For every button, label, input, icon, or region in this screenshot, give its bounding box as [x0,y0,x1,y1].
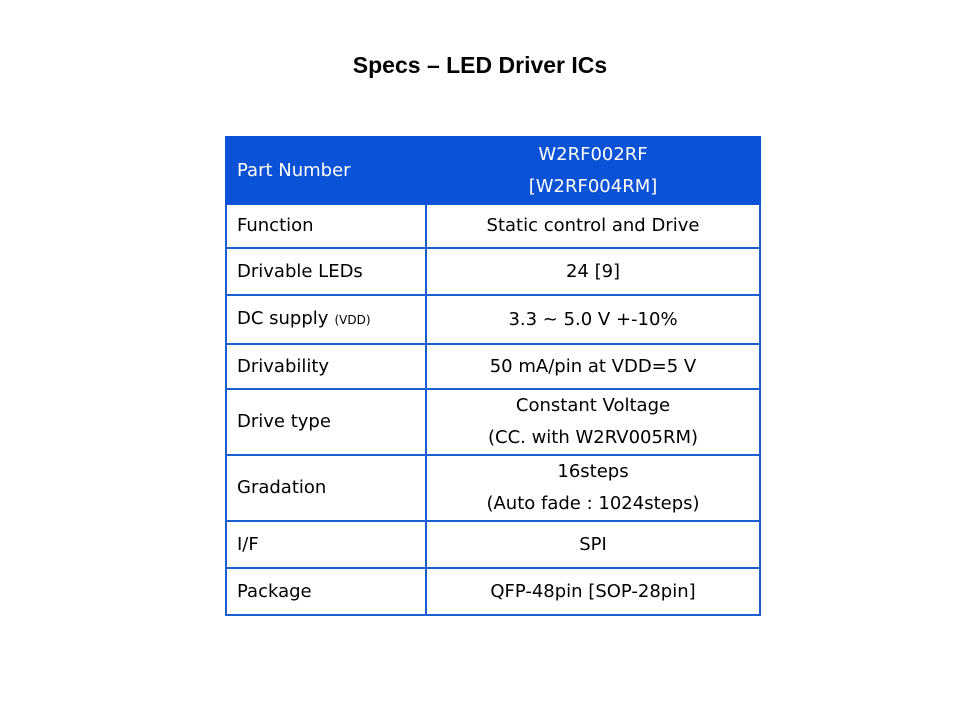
row-label: Function [226,204,426,248]
table-row [226,389,760,455]
table-row [226,568,760,615]
row-value-line1: 16steps [557,461,629,482]
table-header-row [226,137,760,204]
table-row [226,344,760,389]
specs-table [225,136,761,616]
header-value-cell [426,137,760,204]
header-label-cell: Part Number [226,137,426,204]
row-label: I/F [226,521,426,568]
table-row [226,521,760,568]
row-value-multiline [426,389,760,455]
table-row [226,204,760,248]
row-label: Drivability [226,344,426,389]
row-value: Static control and Drive [426,204,760,248]
row-value: SPI [426,521,760,568]
row-value: 3.3 ~ 5.0 V +-10% [426,295,760,344]
row-value: QFP-48pin [SOP-28pin] [426,568,760,615]
table-row [226,248,760,295]
table-row [226,455,760,521]
row-value-line1: Constant Voltage [515,395,671,416]
slide-title: Specs – LED Driver ICs [352,52,608,78]
row-label: Package [226,568,426,615]
table-row [226,295,760,344]
header-value-line1: W2RF002RF [538,143,648,165]
row-value-line2: (Auto fade : 1024steps) [486,493,700,514]
row-label-dc-supply [226,295,426,344]
row-value-multiline [426,455,760,521]
row-label: Drive type [226,389,426,455]
header-value-line2: [W2RF004RM] [528,175,658,197]
row-label: Drivable LEDs [226,248,426,295]
row-value-line2: (CC. with W2RV005RM) [487,427,698,448]
row-value: 24 [9] [426,248,760,295]
row-label: DC supply [237,308,329,329]
row-label: Gradation [226,455,426,521]
row-value: 50 mA/pin at VDD=5 V [426,344,760,389]
row-label-note: (VDD) [334,313,371,327]
